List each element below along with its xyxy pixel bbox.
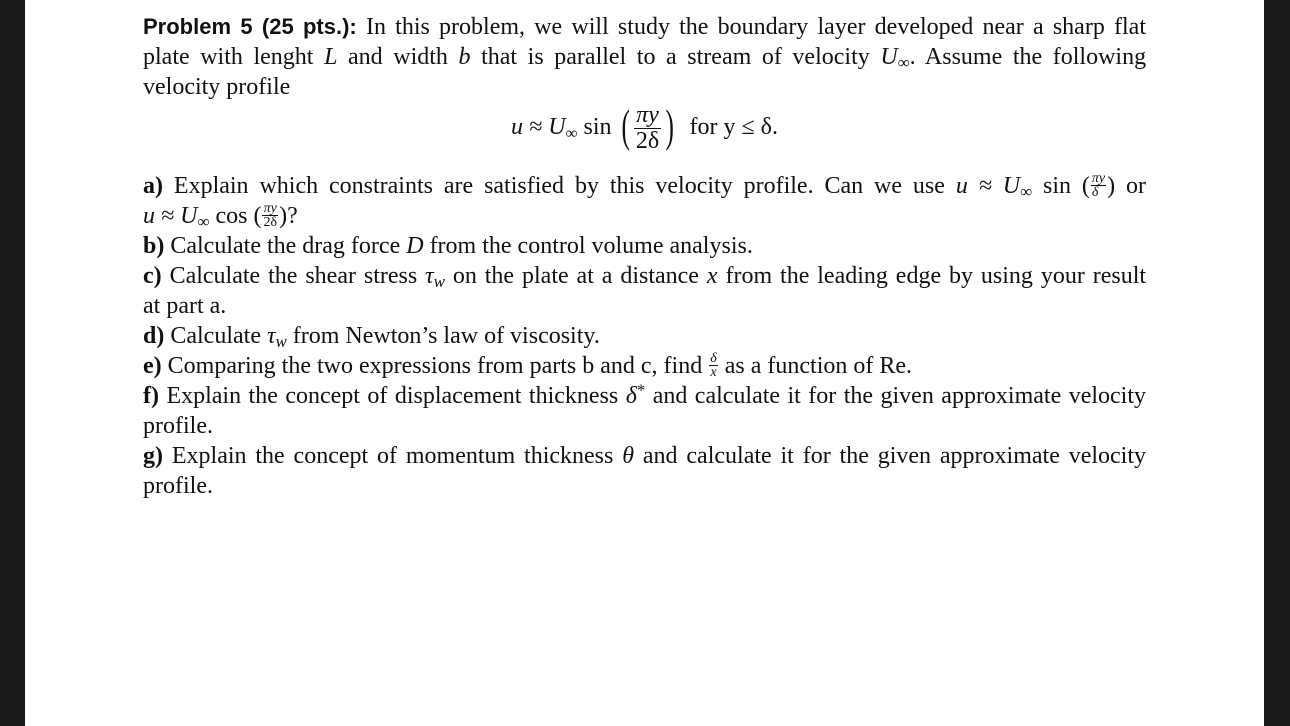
problem-intro (143, 12, 1146, 102)
equation-fraction: $\frac{\pi y}{2\delta}$ (635, 102, 660, 155)
part-a-fraction-1: $\frac{\pi y}{\delta}$ (1091, 170, 1106, 200)
part-d: d) Calculate $\tau_w$ from Newton’s law of viscosity. (143, 323, 600, 352)
part-b: b) Calculate the drag force D from the control volume analysis. (143, 233, 753, 259)
problem-content (143, 12, 1146, 501)
part-e: e) Comparing the two expressions from parts b and c, find $\frac{\delta}{x}$ as a function of Re. (143, 350, 913, 380)
part-f: f) Explain the concept of displacement thickness δ* and calculate it for the given approximate velocity profile. (143, 380, 1146, 439)
part-g: g) Explain the concept of momentum thickness θ and calculate it for the given approximate velocity profile. (143, 443, 1147, 499)
right-paren: ) (665, 99, 675, 151)
part-a: a) Explain which constraints are satisfied by this velocity profile. Can we use $u \approx U_\infty$ sin ( $\frac{\pi y}{\delta}$ ) or $u \approx U_\infty$ cos ( $\frac{\pi y}{2\delta}$ )? (143, 170, 1147, 232)
intro-line-3: velocity profile (143, 74, 291, 100)
document-page (25, 0, 1264, 726)
part-c: c) Calculate the shear stress $\tau_w$ on the plate at a distance x from the leading edge by using your result at part a. (143, 263, 1147, 319)
delta-over-x-fraction: $\frac{\delta}{x}$ (710, 350, 717, 380)
part-a-fraction-2: $\frac{\pi y}{2\delta}$ (263, 200, 278, 230)
velocity-profile-equation: $u \approx U_\infty$ sin ( $\frac{\pi y}{2\delta}$ ) for y ≤ δ. (511, 99, 778, 155)
problem-heading: Problem 5 (25 pts.): (143, 14, 357, 39)
intro-line-1: Problem 5 (25 pts.): In this problem, we will study the boundary layer developed near a sharp flat (143, 14, 1147, 40)
left-paren: ( (620, 99, 630, 151)
intro-line-2: plate with lenght L and width b that is parallel to a stream of velocity $U_\infty$. Assume the following (143, 44, 1147, 73)
